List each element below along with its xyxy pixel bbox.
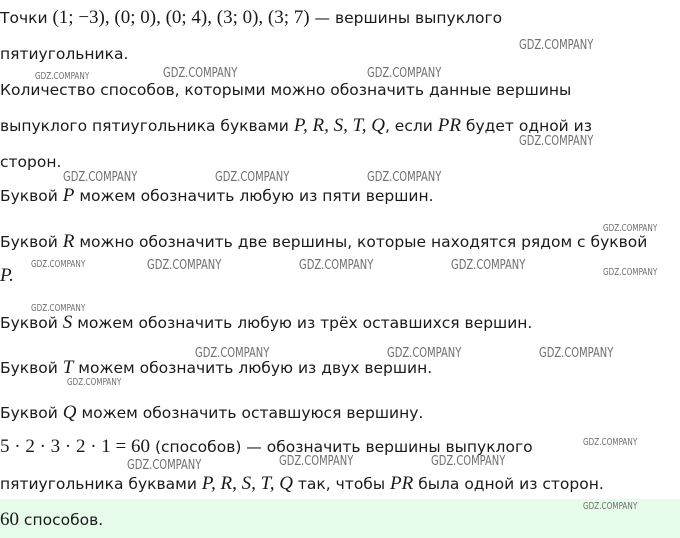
answer-number: 60 xyxy=(0,509,19,530)
watermark: GDZ.COMPANY xyxy=(431,454,506,469)
watermark: GDZ.COMPANY xyxy=(367,170,442,185)
watermark: GDZ.COMPANY xyxy=(583,501,638,512)
watermark: GDZ.COMPANY xyxy=(603,267,658,278)
watermark: GDZ.COMPANY xyxy=(31,303,86,314)
watermark: GDZ.COMPANY xyxy=(163,66,238,81)
intro-line-2: пятиугольника. xyxy=(0,45,129,63)
watermark: GDZ.COMPANY xyxy=(279,454,354,469)
watermark: GDZ.COMPANY xyxy=(451,258,526,273)
watermark: GDZ.COMPANY xyxy=(299,258,374,273)
watermark: GDZ.COMPANY xyxy=(127,458,202,473)
side-pr: PR xyxy=(437,115,461,136)
formula: 5 · 2 · 3 · 2 · 1 = 60 xyxy=(0,436,151,457)
question-line-3: сторон. xyxy=(0,153,62,171)
step-r: Буквой R можно обозначить две вершины, которые находятся рядом с буквой xyxy=(0,231,648,252)
intro-line-1: Точки (1; −3), (0; 0), (0; 4), (3; 0), (3; 7) — вершины выпуклого xyxy=(0,7,503,28)
question-line-2: выпуклого пятиугольника буквами P, R, S, T, Q, если PR будет одной из xyxy=(0,115,593,136)
watermark: GDZ.COMPANY xyxy=(519,38,594,53)
watermark: GDZ.COMPANY xyxy=(67,377,122,388)
answer: 60 способов. xyxy=(0,509,104,530)
watermark: GDZ.COMPANY xyxy=(387,346,462,361)
step-r-tail: P. xyxy=(0,265,14,286)
step-q: Буквой Q можем обозначить оставшуюся вершину. xyxy=(0,402,424,423)
watermark: GDZ.COMPANY xyxy=(63,170,138,185)
watermark: GDZ.COMPANY xyxy=(367,66,442,81)
watermark: GDZ.COMPANY xyxy=(147,258,222,273)
step-s: Буквой S можем обозначить любую из трёх оставшихся вершин. xyxy=(0,312,533,333)
watermark: GDZ.COMPANY xyxy=(35,71,90,82)
calc-line-1: 5 · 2 · 3 · 2 · 1 = 60 (способов) — обозначить вершины выпуклого xyxy=(0,436,533,457)
calc-line-2: пятиугольника буквами P, R, S, T, Q так, чтобы PR была одной из сторон. xyxy=(0,473,604,494)
watermark: GDZ.COMPANY xyxy=(603,223,658,234)
question-line-1: Количество способов, которыми можно обозначить данные вершины xyxy=(0,81,572,99)
step-t: Буквой T можем обозначить любую из двух вершин. xyxy=(0,357,433,378)
watermark: GDZ.COMPANY xyxy=(539,346,614,361)
points-list: (1; −3), (0; 0), (0; 4), (3; 0), (3; 7) xyxy=(52,7,310,28)
watermark: GDZ.COMPANY xyxy=(195,346,270,361)
step-p: Буквой P можем обозначить любую из пяти вершин. xyxy=(0,185,434,206)
watermark: GDZ.COMPANY xyxy=(519,134,594,149)
watermark: GDZ.COMPANY xyxy=(583,437,638,448)
letters-list: P, R, S, T, Q xyxy=(293,115,385,136)
watermark: GDZ.COMPANY xyxy=(215,170,290,185)
watermark: GDZ.COMPANY xyxy=(31,259,86,270)
